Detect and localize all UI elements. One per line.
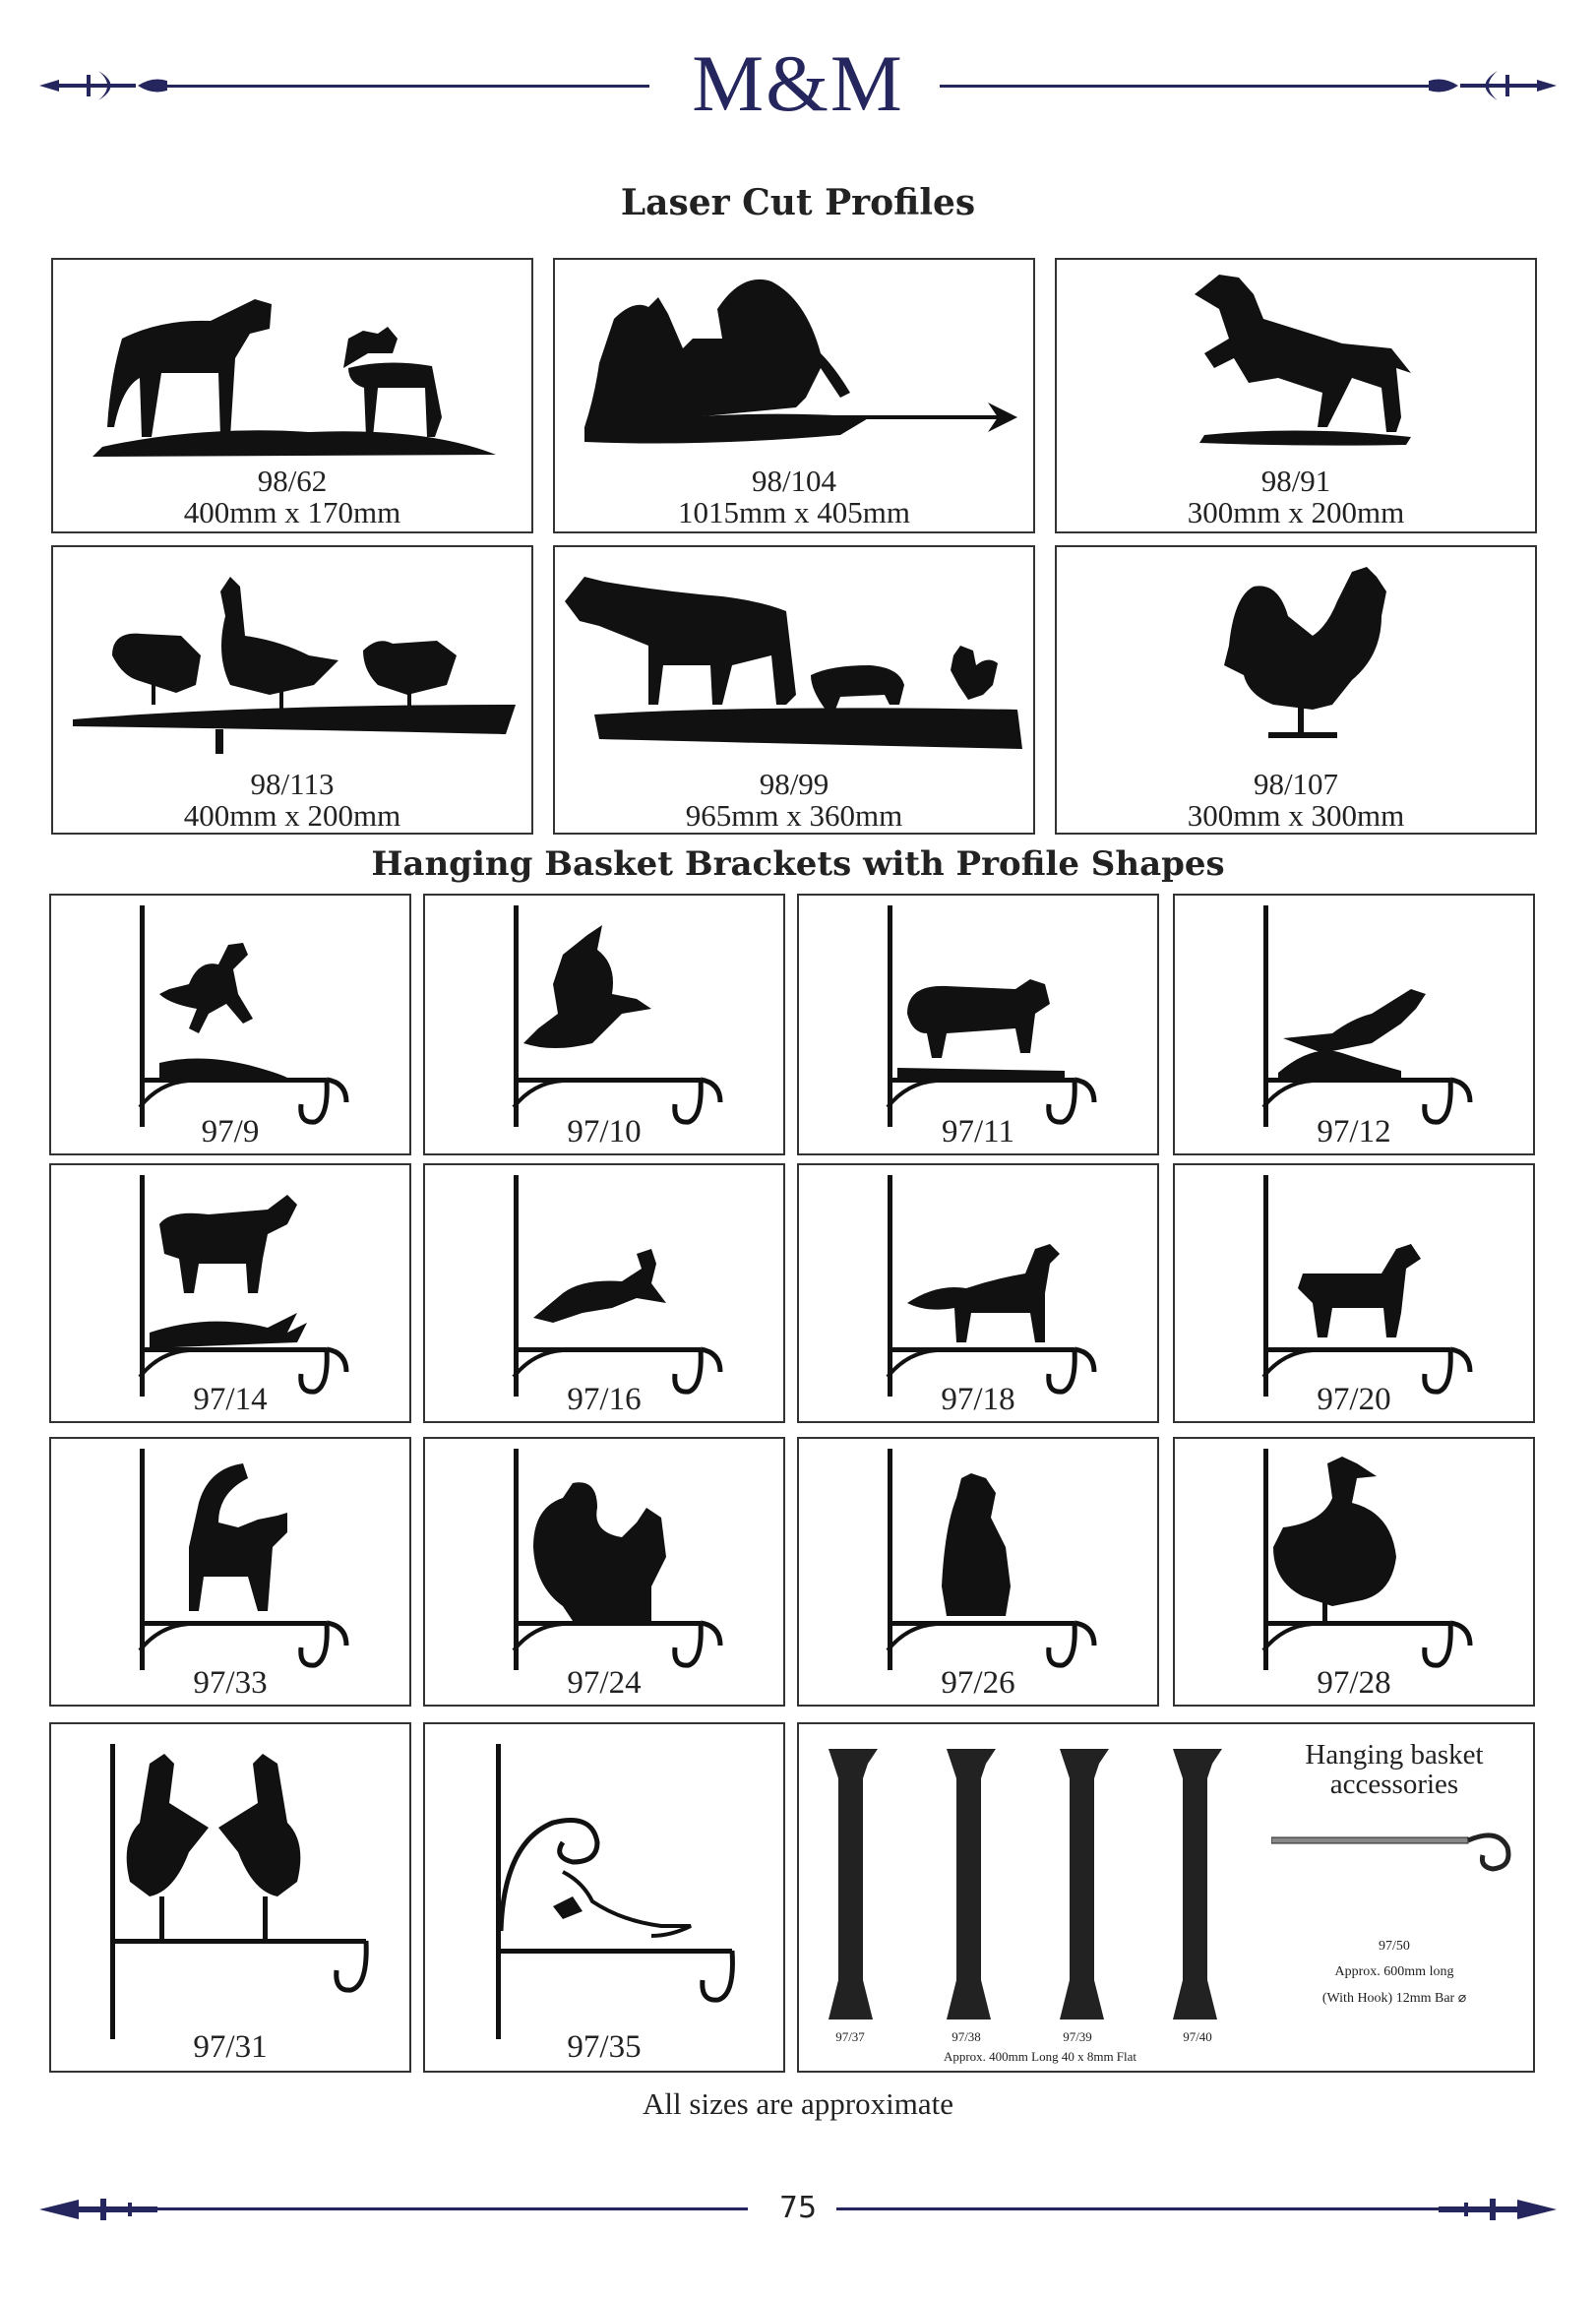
profile-code: 98/91 <box>1260 464 1331 498</box>
header-rule-right <box>940 85 1437 88</box>
bracket-code: 97/26 <box>941 1665 1015 1701</box>
bracket-code: 97/16 <box>567 1382 642 1417</box>
bracket-code: 97/35 <box>567 2029 642 2065</box>
post-code: 97/40 <box>1183 2029 1212 2044</box>
profile-size: 965mm x 360mm <box>685 798 903 833</box>
bracket-code: 97/18 <box>941 1382 1015 1417</box>
bracket-code: 97/28 <box>1317 1665 1391 1701</box>
footer-rule-right <box>836 2207 1446 2210</box>
pointer-dog-silhouette-icon <box>1057 260 1535 457</box>
witch-icon <box>523 925 651 1048</box>
geese-silhouette-icon <box>53 547 531 764</box>
hook-code: 97/50 <box>1379 1939 1410 1954</box>
horse-icon <box>159 1195 297 1293</box>
post-code: 97/38 <box>951 2029 981 2044</box>
profile-code: 98/62 <box>257 464 328 498</box>
horse-and-foal-silhouette-icon <box>53 260 531 457</box>
post-code: 97/37 <box>835 2029 865 2044</box>
bracket-code: 97/9 <box>201 1114 260 1150</box>
profile-card-98-113 <box>51 545 533 835</box>
arrow-right-ornament-icon <box>1439 2195 1557 2224</box>
bracket-frame-icon <box>425 1724 783 2039</box>
basket-hook-icon <box>1271 1818 1517 1887</box>
profile-card-98-62 <box>51 258 533 533</box>
cockerel-silhouette-icon <box>1057 547 1535 764</box>
profile-code: 98/104 <box>751 464 837 498</box>
bracket-code: 97/11 <box>942 1114 1014 1150</box>
bracket-code: 97/20 <box>1317 1382 1391 1417</box>
accessories-panel <box>797 1722 1535 2073</box>
profile-code: 98/107 <box>1253 767 1339 801</box>
brand-title: M&M <box>692 38 904 128</box>
profile-code: 98/113 <box>250 767 335 801</box>
bracket-card-97-9 <box>49 894 411 1155</box>
squirrel-icon <box>533 1482 666 1621</box>
bracket-card-97-31 <box>49 1722 411 2073</box>
two-ducks-icon <box>127 1754 209 1896</box>
duck-icon <box>1273 1457 1396 1606</box>
profile-card-98-99 <box>553 545 1035 835</box>
sizes-note: All sizes are approximate <box>643 2086 953 2121</box>
bull-icon <box>907 979 1050 1058</box>
hook-desc-line1: Approx. 600mm long <box>1334 1964 1454 1979</box>
laser-profiles-title: Laser Cut Profiles <box>620 182 976 223</box>
cow-pig-cockerel-silhouette-icon <box>555 547 1033 764</box>
bracket-card-97-18 <box>797 1163 1159 1423</box>
bracket-card-97-14 <box>49 1163 411 1423</box>
bracket-card-97-24 <box>423 1437 785 1707</box>
profile-size: 1015mm x 405mm <box>678 495 910 529</box>
labrador-icon <box>1298 1244 1421 1337</box>
accessories-title-line1: Hanging basket <box>1305 1739 1484 1771</box>
fox-and-cubs-arrow-silhouette-icon <box>555 260 1033 457</box>
scroll-icon <box>501 1821 597 1932</box>
penguin-icon <box>942 1473 1011 1616</box>
profile-size: 400mm x 200mm <box>183 798 401 833</box>
profile-card-98-91 <box>1055 258 1537 533</box>
profile-card-98-107 <box>1055 545 1537 835</box>
fleur-right-ornament-icon <box>1429 61 1566 110</box>
pheasant-icon <box>1283 989 1426 1053</box>
profile-size: 300mm x 300mm <box>1187 798 1405 833</box>
profile-size: 300mm x 200mm <box>1187 495 1405 529</box>
bracket-card-97-11 <box>797 894 1159 1155</box>
bracket-card-97-28 <box>1173 1437 1535 1707</box>
basket-posts-icon <box>809 1744 1271 2039</box>
cat-icon <box>189 1463 287 1611</box>
bracket-card-97-10 <box>423 894 785 1155</box>
bracket-card-97-33 <box>49 1437 411 1707</box>
bracket-code: 97/12 <box>1317 1114 1391 1150</box>
posts-description: Approx. 400mm Long 40 x 8mm Flat <box>943 2049 1137 2064</box>
leaping-deer-icon <box>533 1249 666 1323</box>
bracket-card-97-12 <box>1173 894 1535 1155</box>
hanging-basket-title: Hanging Basket Brackets with Profile Shapes <box>371 844 1225 884</box>
profile-code: 98/99 <box>759 767 829 801</box>
rearing-horse-icon <box>159 943 253 1033</box>
hook-desc-line2: (With Hook) 12mm Bar ⌀ <box>1321 1991 1467 2006</box>
retriever-icon <box>907 1244 1060 1342</box>
bracket-card-97-20 <box>1173 1163 1535 1423</box>
bracket-code: 97/33 <box>193 1665 268 1701</box>
bracket-card-97-16 <box>423 1163 785 1423</box>
bracket-frame-icon <box>51 1724 409 2039</box>
bracket-code: 97/31 <box>193 2029 268 2065</box>
bracket-code: 97/10 <box>567 1114 642 1150</box>
profile-card-98-104 <box>553 258 1035 533</box>
accessories-title <box>1261 1740 1527 1799</box>
bracket-card-97-35 <box>423 1722 785 2073</box>
accessories-title-line2: accessories <box>1329 1769 1459 1800</box>
bracket-card-97-26 <box>797 1437 1159 1707</box>
profile-size: 400mm x 170mm <box>183 495 401 529</box>
bracket-code: 97/24 <box>567 1665 642 1701</box>
post-code: 97/39 <box>1063 2029 1092 2044</box>
page-number: 75 <box>778 2191 818 2225</box>
bracket-code: 97/14 <box>193 1382 268 1417</box>
